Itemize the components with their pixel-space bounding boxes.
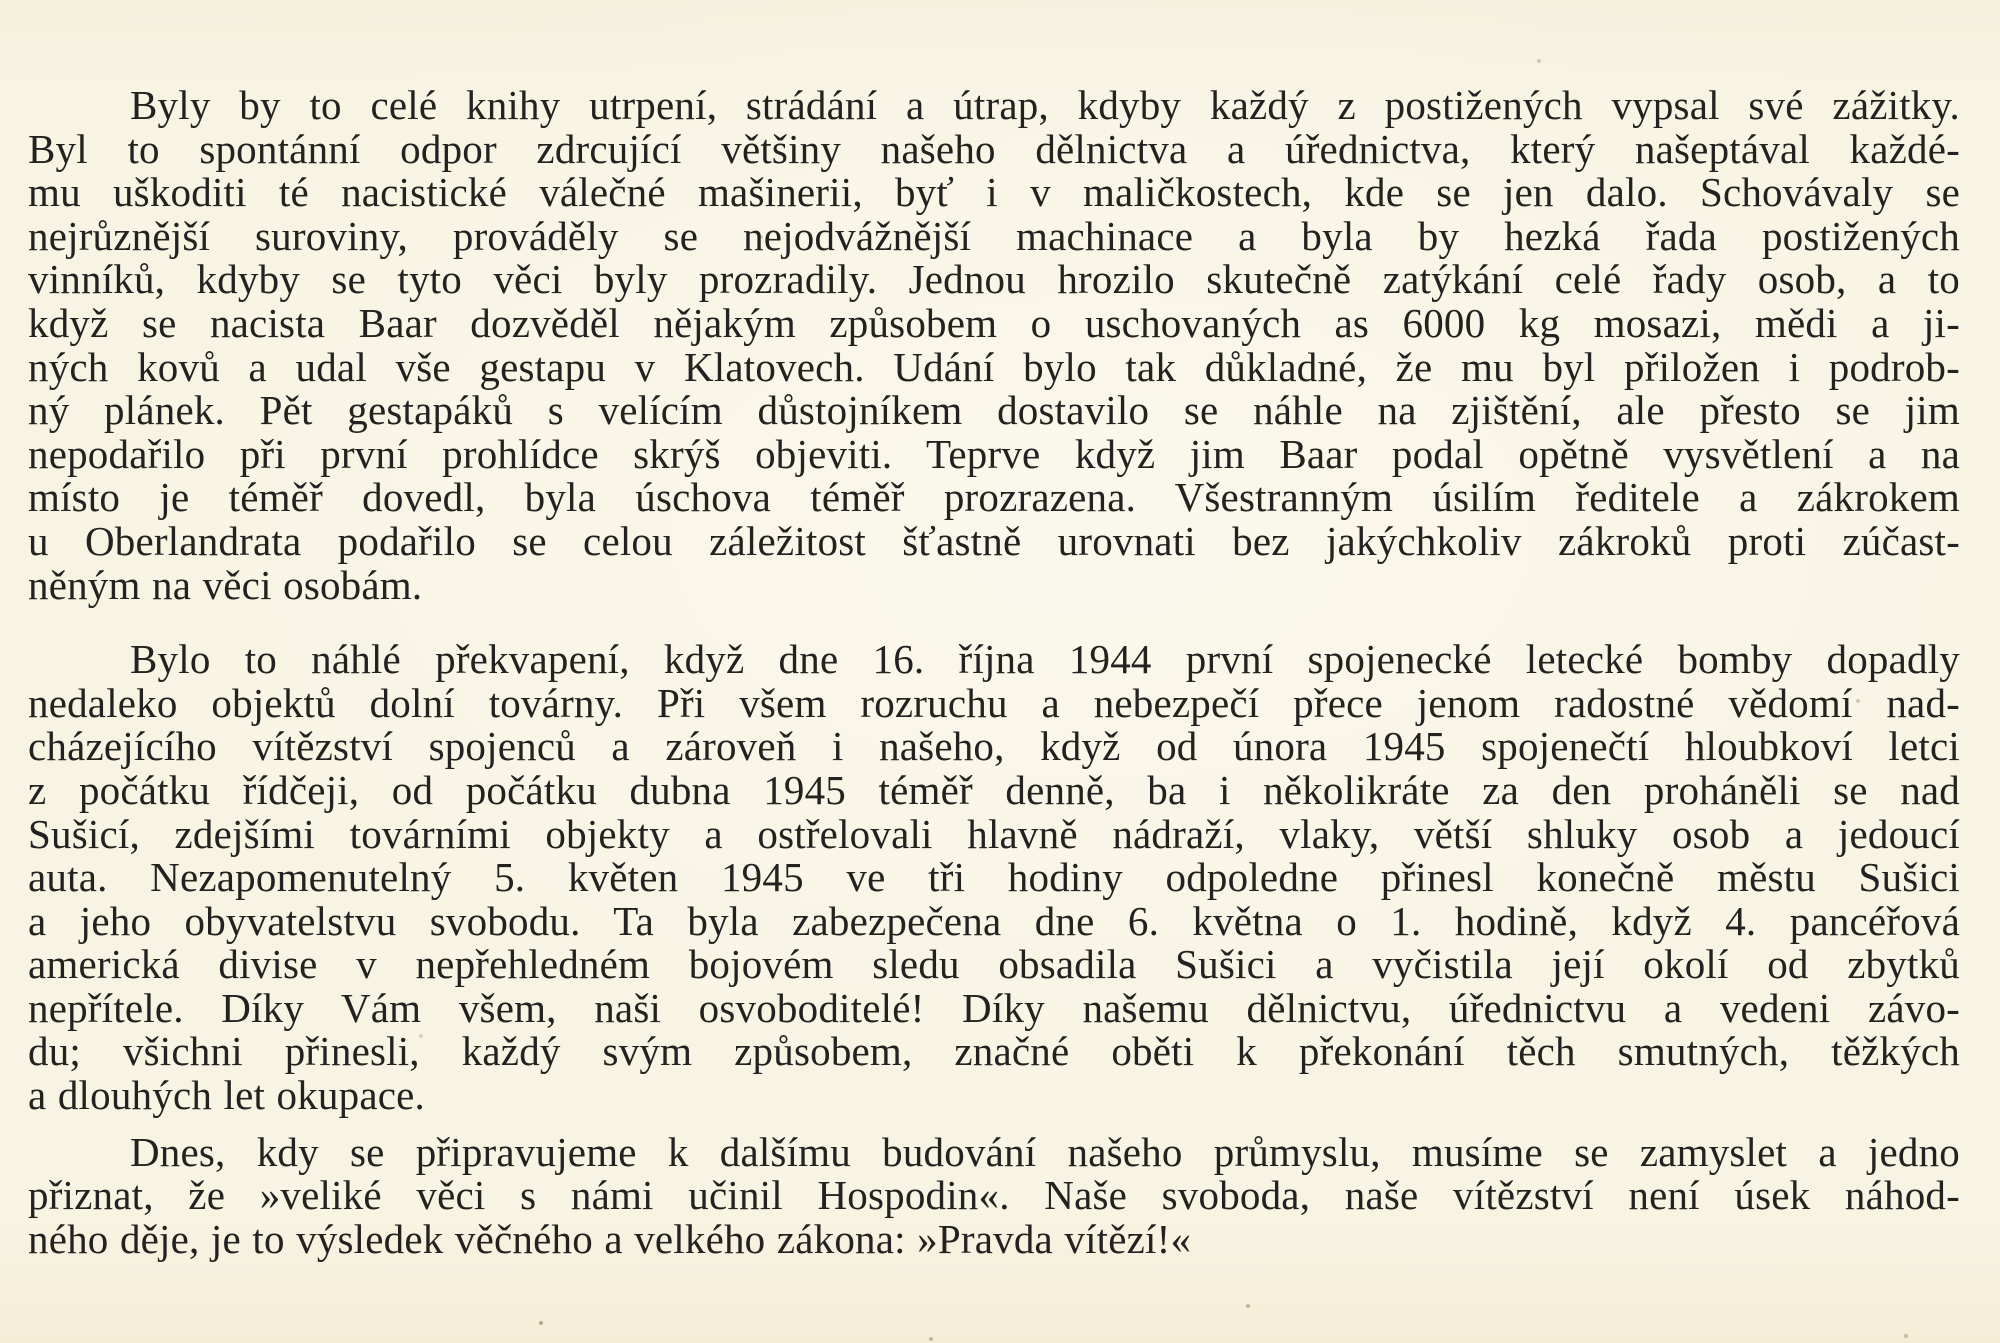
text-line: mu uškoditi té nacistické válečné mašinerii, byť i v maličkostech, kde se jen dalo. Schovávaly se — [28, 169, 1960, 216]
text-line: nepodařilo při první prohlídce skrýš objeviti. Teprve když jim Baar podal opětně vysvětlení a na — [28, 430, 1960, 477]
text-line: nejrůznější suroviny, prováděly se nejodvážnější machinace a byla by hezká řada postižených — [28, 212, 1960, 259]
text-line: když se nacista Baar dozvěděl nějakým způsobem o uschovaných as 6000 kg mosazi, mědi a ji- — [28, 299, 1960, 346]
paragraph-2 — [28, 638, 1960, 1118]
text-line: Byl to spontánní odpor zdrcující většiny našeho dělnictva a úřednictva, který našeptával každé- — [28, 125, 1960, 172]
text-line: přiznat, že »veliké věci s námi učinil Hospodin«. Naše svoboda, naše vítězství není úsek náhod- — [28, 1172, 1960, 1219]
paragraph-1 — [28, 84, 1960, 607]
text-line: u Oberlandrata podařilo se celou záležitost šťastně urovnati bez jakýchkoliv zákroků proti zúčast- — [28, 517, 1960, 564]
text-line: auta. Nezapomenutelný 5. květen 1945 ve tři hodiny odpoledne přinesl konečně městu Sušici — [28, 854, 1960, 901]
text-line: Dnes, kdy se připravujeme k dalšímu budování našeho průmyslu, musíme se zamyslet a jedno — [130, 1128, 1960, 1175]
text-line: Bylo to náhlé překvapení, když dne 16. října 1944 první spojenecké letecké bomby dopadly — [130, 636, 1960, 683]
text-line: vinníků, kdyby se tyto věci byly prozradily. Jednou hrozilo skutečně zatýkání celé řady osob, a to — [28, 256, 1960, 303]
text-line: Byly by to celé knihy utrpení, strádání a útrap, kdyby každý z postižených vypsal své zážitky. — [130, 82, 1960, 128]
text-line: americká divise v nepřehledném bojovém sledu obsadila Sušici a vyčistila její okolí od zbytků — [28, 941, 1960, 988]
text-line: nedaleko objektů dolní továrny. Při všem rozruchu a nebezpečí přece jenom radostné vědomí nad- — [28, 679, 1960, 726]
text-line: a jeho obyvatelstvu svobodu. Ta byla zabezpečena dne 6. května o 1. hodině, když 4. pancéřová — [28, 897, 1960, 944]
text-line: cházejícího vítězství spojenců a zároveň i našeho, když od února 1945 spojenečtí hloubkoví letci — [28, 723, 1960, 770]
text-line: ný plánek. Pět gestapáků s velícím důstojníkem dostavilo se náhle na zjištění, ale přesto se jim — [28, 387, 1960, 434]
text-line: du; všichni přinesli, každý svým způsobem, značné oběti k překonání těch smutných, těžkých — [28, 1028, 1960, 1075]
text-line: místo je téměř dovedl, byla úschova téměř prozrazena. Všestranným úsilím ředitele a zákrokem — [28, 474, 1960, 521]
text-line: z počátku řídčeji, od počátku dubna 1945 téměř denně, ba i několikráte za den proháněli se nad — [28, 766, 1960, 813]
text-line: a dlouhých let okupace. — [28, 1072, 425, 1119]
text-line: něným na věci osobám. — [28, 561, 423, 608]
text-line: ného děje, je to výsledek věčného a velkého zákona: »Pravda vítězí!« — [28, 1215, 1192, 1262]
paragraph-3 — [28, 1128, 1960, 1262]
text-line: Sušicí, zdejšími továrními objekty a ostřelovali hlavně nádraží, vlaky, větší shluky osob a jedoucí — [28, 810, 1960, 857]
scan-speck-noise — [0, 0, 2, 2]
body-text — [28, 84, 1960, 1261]
text-line: ných kovů a udal vše gestapu v Klatovech. Udání bylo tak důkladné, že mu byl přiložen i podrob- — [28, 343, 1960, 390]
text-line: nepřítele. Díky Vám všem, naši osvoboditelé! Díky našemu dělnictvu, úřednictvu a vedeni závo- — [28, 984, 1960, 1031]
